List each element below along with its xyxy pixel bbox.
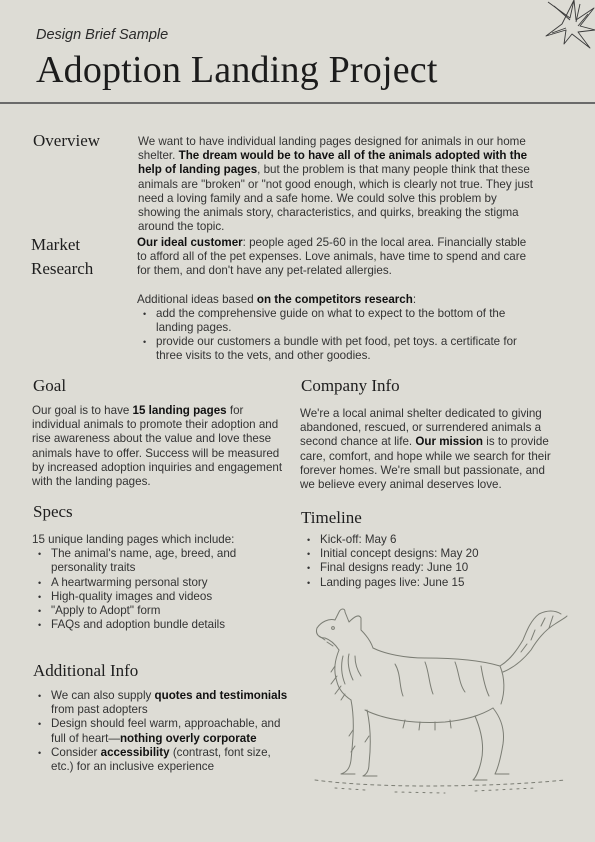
specs-intro: 15 unique landing pages which include: <box>32 533 235 546</box>
overview-text-bold: The dream would be to have all of the animals adopted with the help of landing pages <box>138 149 528 177</box>
list-item <box>51 717 294 745</box>
market-ideas-list <box>137 307 537 364</box>
overview-text <box>138 135 538 234</box>
kicker: Design Brief Sample <box>36 27 169 43</box>
goal-heading: Goal <box>33 376 67 395</box>
additional-text <box>32 689 294 774</box>
goal-text-part: for individual animals to promote their adoption and rise awareness about the value and love these animals have to offer. Success will be measured by increased adoption inquiries and engagement with the landing pages. <box>32 404 283 489</box>
list-item: • provide our customers a bundle with pet food, pet toys. a certificate for three visits to the vets, and other goodies. <box>156 335 537 363</box>
list-item: • "Apply to Adopt" form <box>51 604 282 618</box>
company-text-bold: Our mission <box>415 435 484 449</box>
additional-heading: Additional Info <box>33 661 139 680</box>
star-doodle-icon <box>540 0 595 50</box>
list-item: • add the comprehensive guide on what to expect to the bottom of the landing pages. <box>156 307 537 335</box>
additional-text-bold: accessibility <box>100 745 170 759</box>
header-divider <box>0 102 595 104</box>
market-heading-line2: Research <box>31 259 94 278</box>
additional-text-part: We can also supply <box>51 689 155 702</box>
list-item: • Kick-off: May 6 <box>320 533 551 547</box>
list-item: • Final designs ready: June 10 <box>320 561 551 575</box>
timeline-heading: Timeline <box>301 508 362 527</box>
overview-text-part: We want to have individual landing pages designed for animals in our home shelter. <box>138 135 526 163</box>
dog-sketch <box>305 600 590 800</box>
company-text-part: We're a local animal shelter dedicated to giving abandoned, rescued, or surrendered animals a second chance at life. <box>300 407 542 449</box>
page-title: Adoption Landing Project <box>36 49 438 91</box>
market-text-part: : people aged 25-60 in the local area. Financially stable to afford all of the pet expenses. Love animals, have time to spend and care for them, and don't have any pet-related allergies. <box>137 236 527 278</box>
additional-text-bold: nothing overly corporate <box>119 731 257 745</box>
additional-text-bold: quotes and testimonials <box>154 689 288 702</box>
list-item: • The animal's name, age, breed, and personality traits <box>51 547 282 575</box>
overview-heading: Overview <box>33 131 101 150</box>
market-text <box>137 236 537 364</box>
market-text-bold: on the competitors research <box>256 292 413 306</box>
timeline-text <box>301 533 551 590</box>
overview-text-part: , but the problem is that many people think that these animals are "broken" or "not good enough, which is clearly not true. They just need a loving family and a safe home. We could solve this problem by showing the animals story, characteristics, and quirks, breaking the stigma around the topic. <box>138 163 533 234</box>
list-item: • FAQs and adoption bundle details <box>51 618 282 632</box>
timeline-list <box>301 533 551 590</box>
specs-text <box>32 533 282 632</box>
market-competitor-paragraph <box>137 293 537 307</box>
goal-text <box>32 404 290 489</box>
list-item: • A heartwarming personal story <box>51 576 282 590</box>
specs-heading: Specs <box>33 502 73 521</box>
market-customer-paragraph <box>137 236 537 279</box>
market-text-bold: Our ideal customer <box>137 236 243 249</box>
additional-text-part: Design should feel warm, approachable, and full of heart— <box>51 717 281 745</box>
company-heading: Company Info <box>301 376 400 395</box>
list-item <box>51 689 294 717</box>
additional-text-part: from past adopters <box>51 703 148 717</box>
company-text <box>300 407 558 492</box>
goal-text-bold: 15 landing pages <box>132 404 227 417</box>
market-heading-line1: Market <box>31 235 81 254</box>
list-item: • Initial concept designs: May 20 <box>320 547 551 561</box>
market-text-part: : <box>412 292 417 306</box>
additional-list <box>32 689 294 774</box>
goal-text-part: Our goal is to have <box>32 404 133 417</box>
specs-list <box>32 547 282 632</box>
additional-text-part: Consider <box>51 745 101 759</box>
company-text-part: is to provide care, comfort, and hope while we search for their forever homes. We're small but passionate, and we believe every animal deserves love. <box>300 435 551 492</box>
additional-text-part: (contrast, font size, etc.) for an inclusive experience <box>51 745 271 774</box>
list-item <box>51 746 294 774</box>
list-item: • High-quality images and videos <box>51 590 282 604</box>
market-text-part: Additional ideas based <box>137 292 257 306</box>
list-item: • Landing pages live: June 15 <box>320 576 551 590</box>
